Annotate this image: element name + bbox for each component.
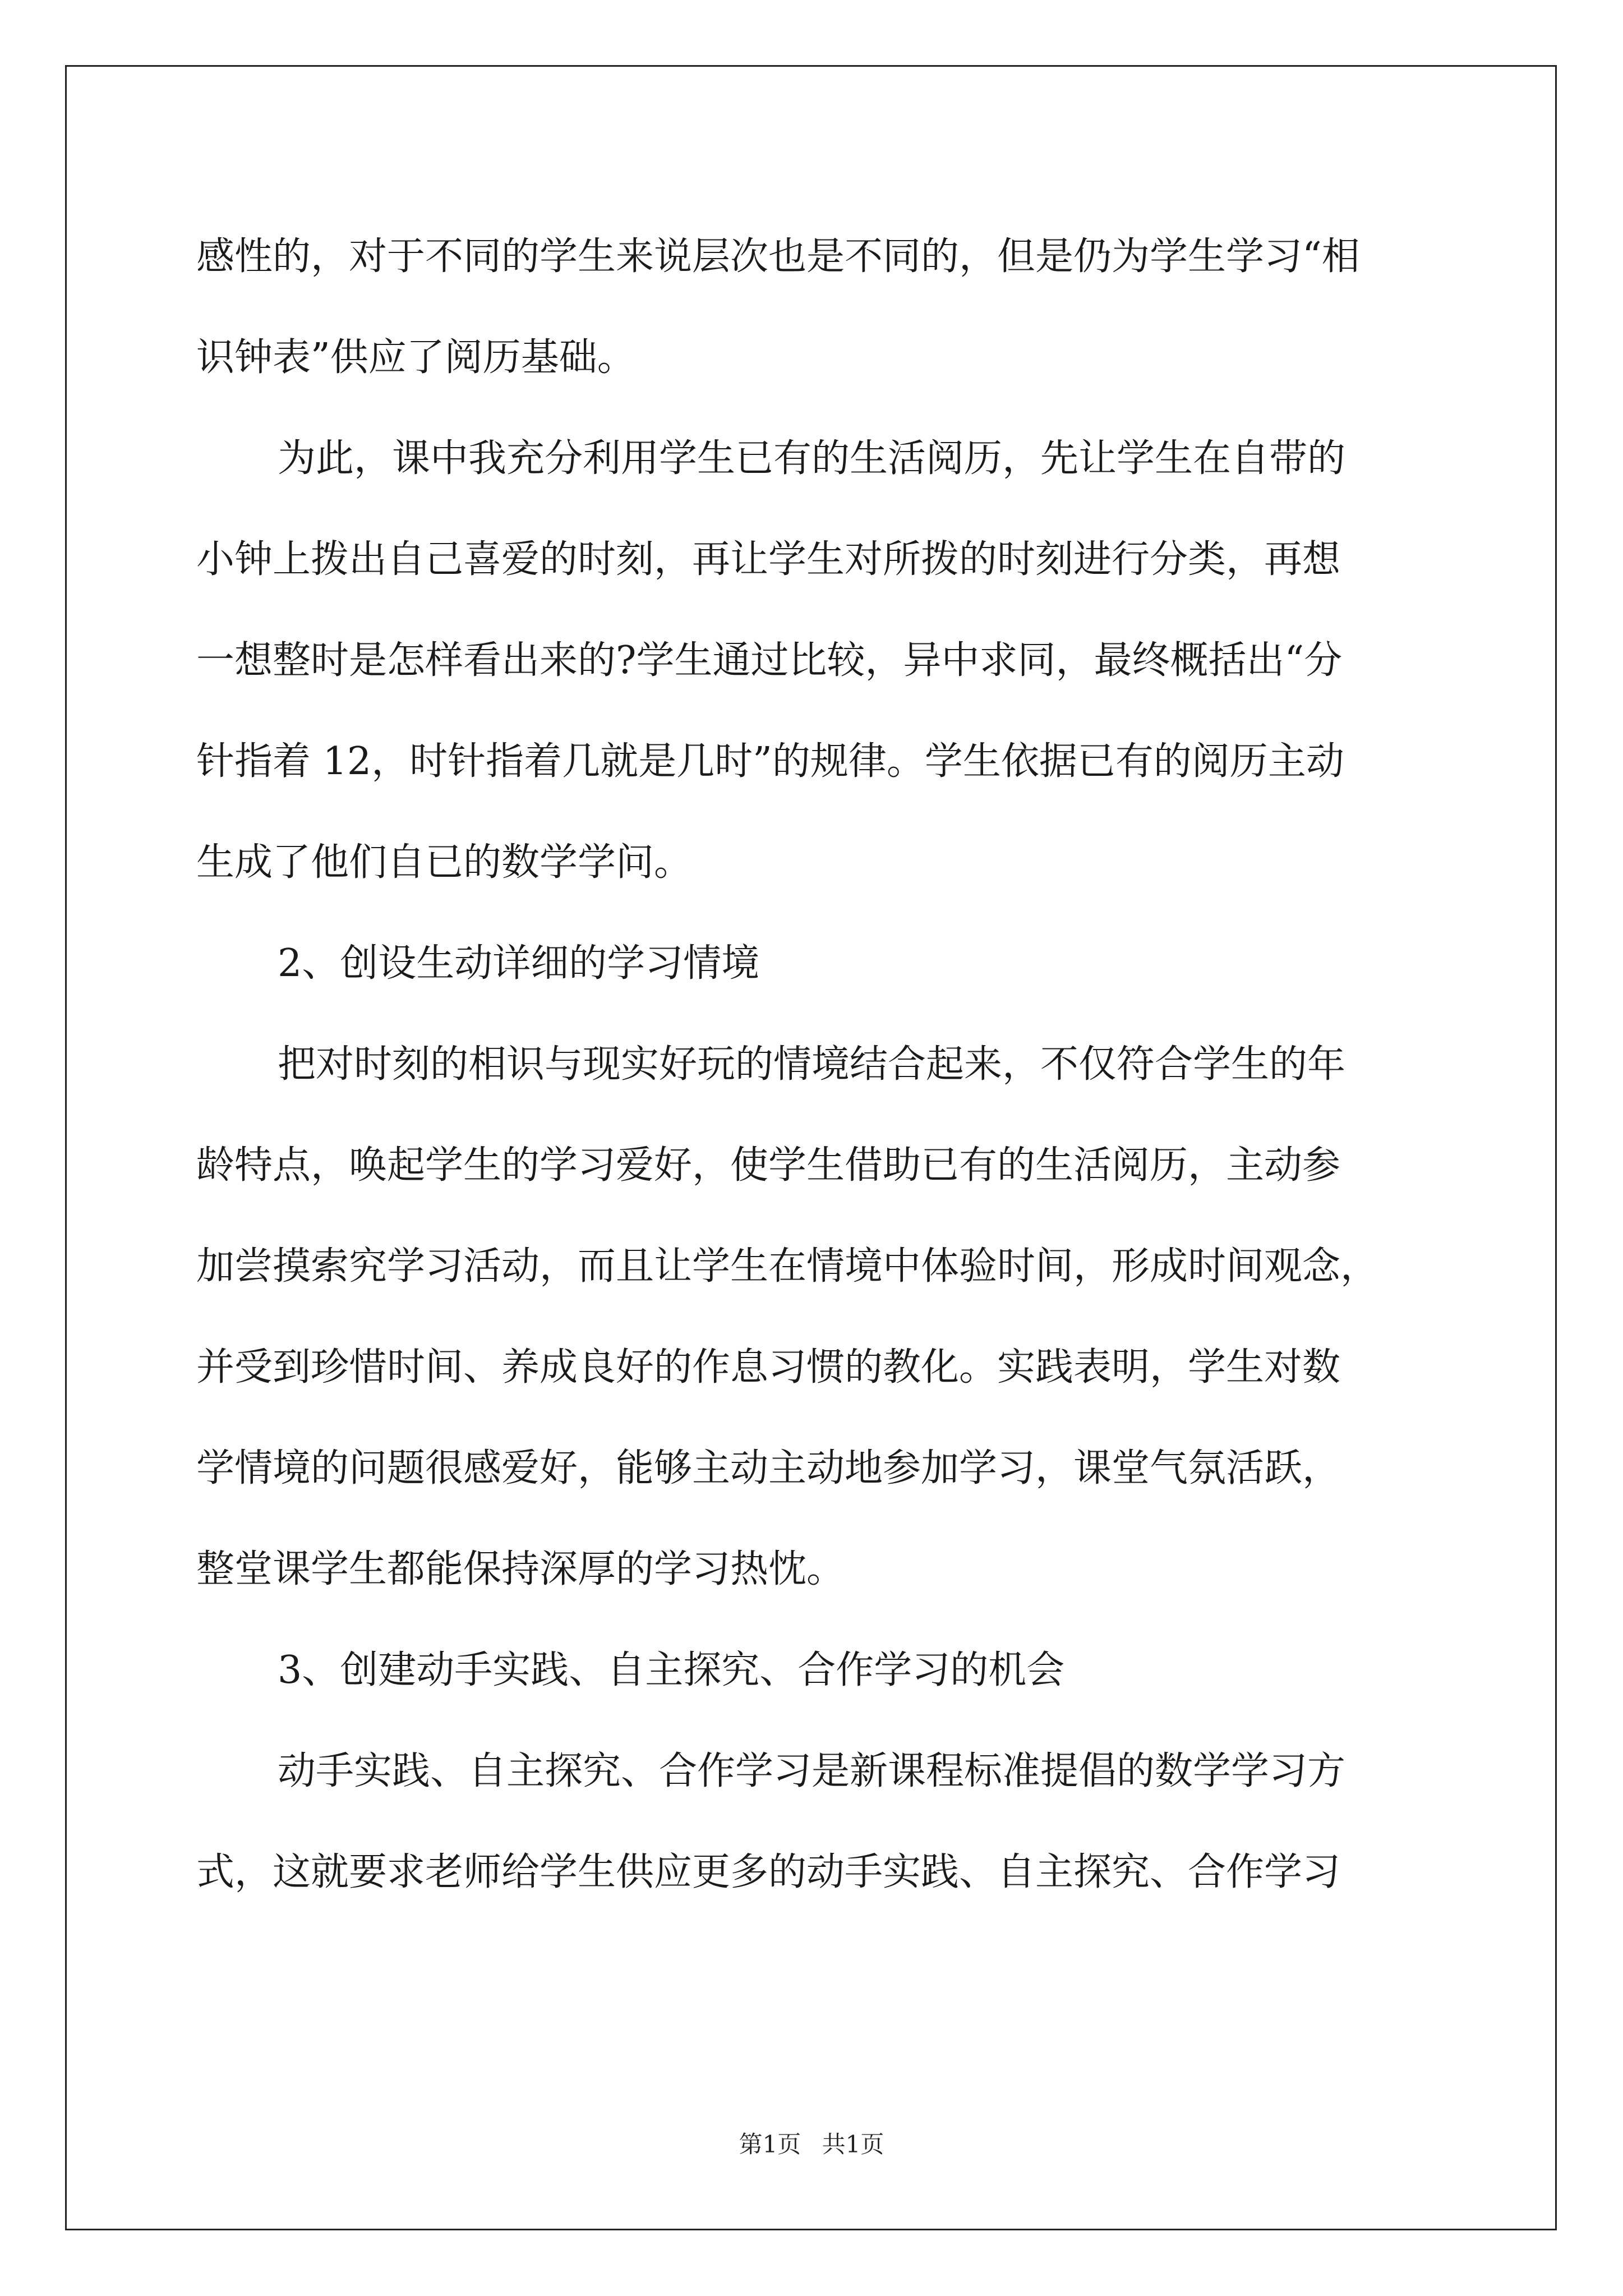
page-number-total: 共1页 <box>822 2131 884 2158</box>
paragraph-line: 学情境的问题很感爱好，能够主动主动地参加学习，课堂气氛活跃， <box>196 1446 1341 1490</box>
paragraph-line: 式，这就要求老师给学生供应更多的动手实践、自主探究、合作学习 <box>196 1850 1341 1894</box>
paragraph-line: 感性的，对于不同的学生来说层次也是不同的，但是仍为学生学习“相 <box>196 234 1360 279</box>
section-heading: 3、创建动手实践、自主探究、合作学习的机会 <box>278 1648 1065 1692</box>
paragraph-line: 一想整时是怎样看出来的?学生通过比较，异中求同，最终概括出“分 <box>196 638 1343 683</box>
paragraph-line: 把对时刻的相识与现实好玩的情境结合起来，不仅符合学生的年 <box>278 1042 1346 1087</box>
page-number-current: 第1页 <box>739 2131 801 2158</box>
paragraph-line: 龄特点，唤起学生的学习爱好，使学生借助已有的生活阅历，主动参 <box>196 1143 1341 1188</box>
paragraph-line: 动手实践、自主探究、合作学习是新课程标准提倡的数学学习方 <box>278 1749 1346 1793</box>
paragraph-line: 生成了他们自已的数学学问。 <box>196 840 693 885</box>
paragraph-line: 为此，课中我充分利用学生已有的生活阅历，先让学生在自带的 <box>278 436 1346 481</box>
section-heading: 2、创设生动详细的学习情境 <box>278 941 760 986</box>
paragraph-line: 针指着 12，时针指着几就是几时”的规律。学生依据已有的阅历主动 <box>196 739 1344 784</box>
page-footer <box>0 2126 1623 2160</box>
paragraph-line: 并受到珍惜时间、养成良好的作息习惯的教化。实践表明，学生对数 <box>196 1345 1341 1389</box>
paragraph-line: 识钟表”供应了阅历基础。 <box>196 335 635 380</box>
document-body <box>196 206 1419 1923</box>
paragraph-line: 加尝摸索究学习活动，而且让学生在情境中体验时间，形成时间观念， <box>196 1244 1379 1289</box>
paragraph-line: 整堂课学生都能保持深厚的学习热忱。 <box>196 1547 845 1591</box>
paragraph-line: 小钟上拨出自己喜爱的时刻，再让学生对所拨的时刻进行分类，再想 <box>196 537 1341 582</box>
